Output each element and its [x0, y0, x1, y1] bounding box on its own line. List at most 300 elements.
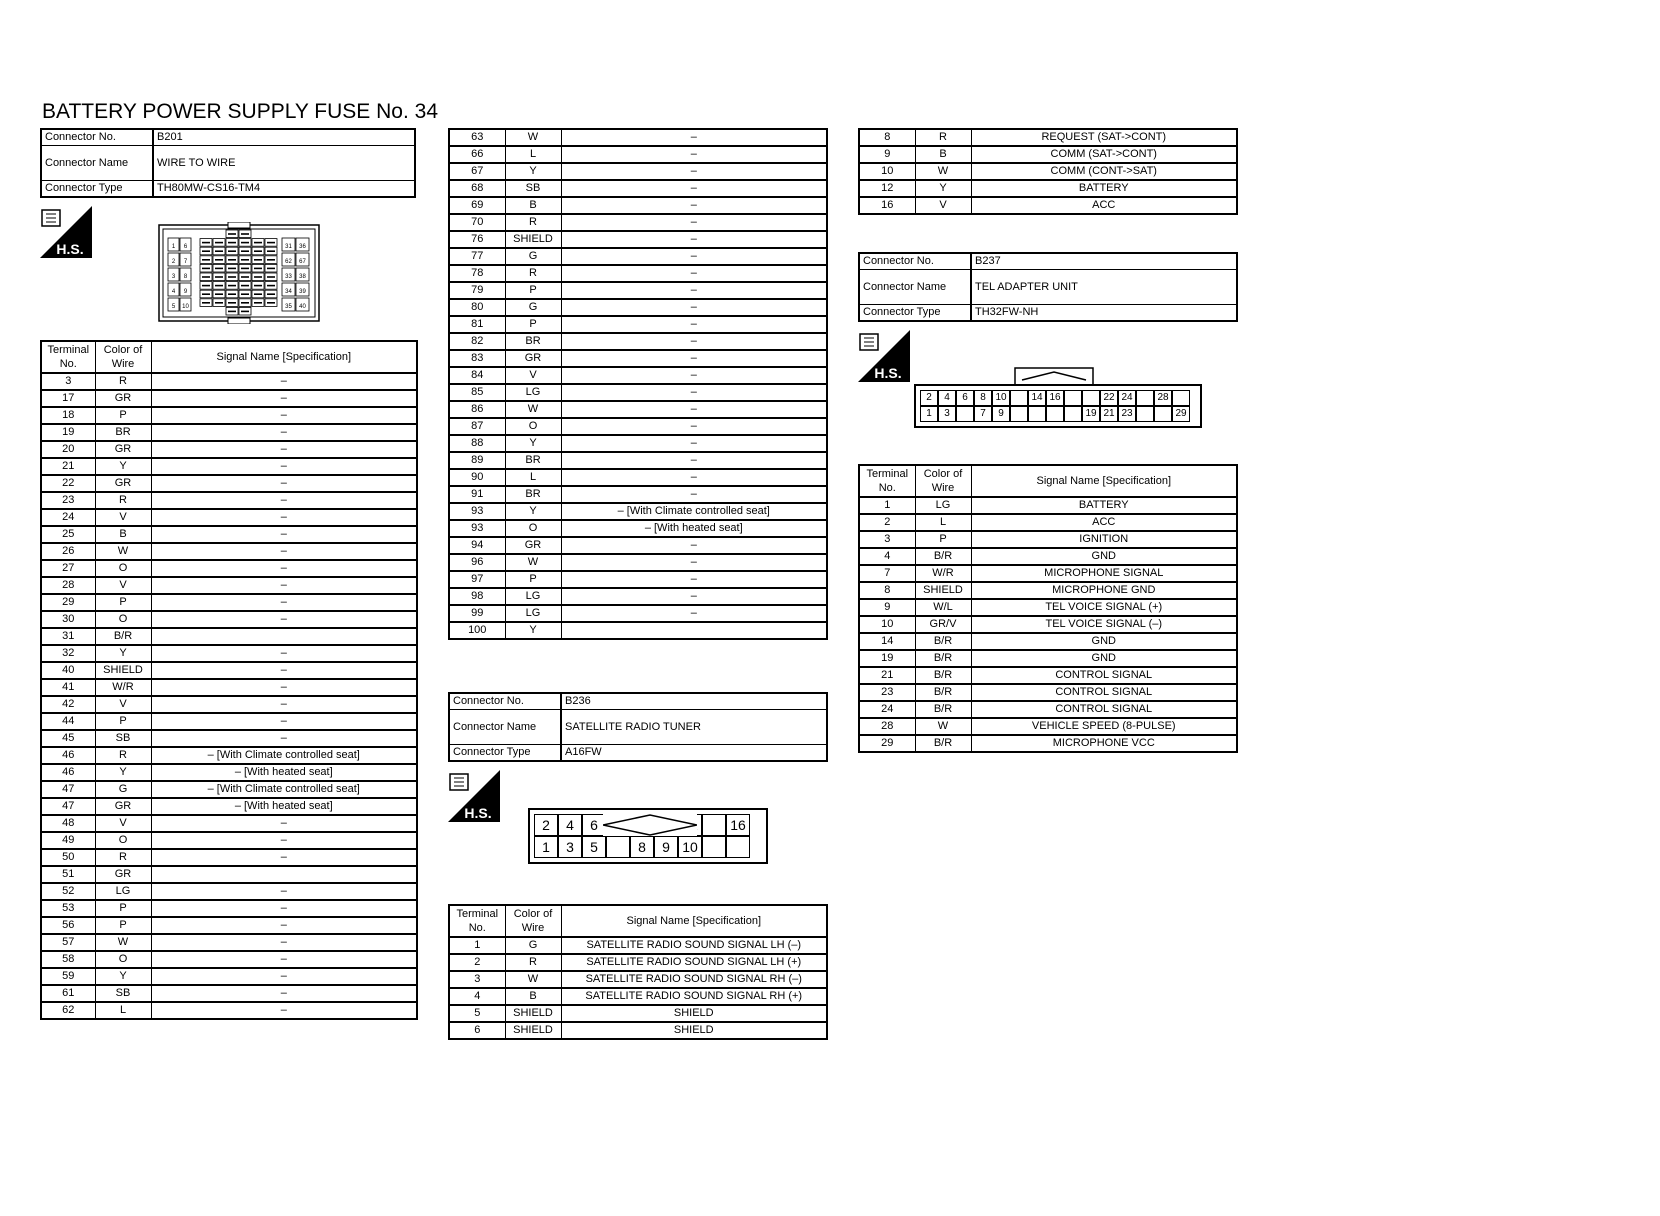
table-row — [449, 316, 827, 333]
table-row — [41, 662, 417, 679]
table-row — [449, 571, 827, 588]
table-row — [859, 565, 1237, 582]
wire-color-cell: SB — [95, 730, 151, 747]
terminal-no-cell: 88 — [449, 435, 505, 452]
connector-type-value: TH80MW-CS16-TM4 — [153, 181, 415, 198]
terminal-no-cell: 2 — [859, 514, 915, 531]
table-row — [41, 747, 417, 764]
connector-pin — [1154, 406, 1172, 422]
signal-name-cell: – — [151, 611, 417, 628]
signal-name-cell: – — [561, 571, 827, 588]
hs-connector-icon — [448, 770, 500, 822]
table-row — [859, 514, 1237, 531]
wire-color-cell: V — [915, 197, 971, 214]
table-row — [859, 548, 1237, 565]
wire-color-cell: GR — [95, 798, 151, 815]
signal-name-cell: – — [151, 390, 417, 407]
connector-pin: 21 — [1100, 406, 1118, 422]
wire-color-cell: B/R — [915, 650, 971, 667]
terminal-no-cell: 48 — [41, 815, 95, 832]
signal-name-cell: CONTROL SIGNAL — [971, 684, 1237, 701]
b236-connector-face — [528, 808, 768, 864]
wire-color-cell: R — [505, 265, 561, 282]
terminal-no-cell: 26 — [41, 543, 95, 560]
table-row — [449, 435, 827, 452]
connector-name-label: Connector Name — [449, 710, 561, 745]
wire-color-cell: W — [915, 163, 971, 180]
terminal-no-header: Terminal No. — [859, 465, 915, 497]
signal-name-cell: – — [561, 554, 827, 571]
terminal-no-cell: 97 — [449, 571, 505, 588]
wire-color-cell: SB — [95, 985, 151, 1002]
terminal-no-cell: 20 — [41, 441, 95, 458]
wire-color-cell: B/R — [915, 701, 971, 718]
wire-color-cell: P — [95, 917, 151, 934]
wire-color-cell: W — [505, 971, 561, 988]
table-row — [859, 497, 1237, 514]
wire-color-cell: B/R — [915, 633, 971, 650]
hs-connector-icon — [858, 330, 910, 382]
connector-no-value: B236 — [561, 693, 827, 710]
wire-color-cell: BR — [505, 333, 561, 350]
table-row — [449, 954, 827, 971]
wire-color-cell: P — [95, 713, 151, 730]
wire-color-cell: P — [505, 571, 561, 588]
table-row — [41, 407, 417, 424]
signal-name-cell: – — [151, 883, 417, 900]
terminal-no-cell: 79 — [449, 282, 505, 299]
table-row — [41, 560, 417, 577]
signal-name-cell: SATELLITE RADIO SOUND SIGNAL LH (–) — [561, 937, 827, 954]
terminal-no-cell: 100 — [449, 622, 505, 639]
connector-pin: 4 — [938, 390, 956, 406]
signal-name-cell: – — [151, 543, 417, 560]
connector-no-value: B201 — [153, 129, 415, 146]
wire-color-cell: O — [95, 611, 151, 628]
terminal-no-cell: 8 — [859, 582, 915, 599]
connector-name-label: Connector Name — [41, 146, 153, 181]
wire-color-cell: SHIELD — [505, 231, 561, 248]
connector-pin — [1010, 390, 1028, 406]
terminal-no-cell: 50 — [41, 849, 95, 866]
terminal-no-cell: 24 — [41, 509, 95, 526]
wire-color-cell: G — [505, 937, 561, 954]
wire-color-cell: L — [505, 469, 561, 486]
signal-name-cell: – — [151, 458, 417, 475]
connector-pin-label: 31 — [285, 244, 292, 250]
signal-name-cell: – — [561, 316, 827, 333]
terminal-no-cell: 14 — [859, 633, 915, 650]
table-row — [41, 424, 417, 441]
signal-name-cell: CONTROL SIGNAL — [971, 701, 1237, 718]
table-row — [449, 554, 827, 571]
table-row — [859, 633, 1237, 650]
terminal-no-cell: 3 — [41, 373, 95, 390]
terminal-no-cell: 51 — [41, 866, 95, 883]
connector-name-value: WIRE TO WIRE — [153, 146, 415, 181]
table-row — [41, 543, 417, 560]
table-row — [449, 622, 827, 639]
signal-name-cell: SATELLITE RADIO SOUND SIGNAL LH (+) — [561, 954, 827, 971]
table-row — [449, 537, 827, 554]
wire-color-cell: LG — [95, 883, 151, 900]
table-row — [41, 815, 417, 832]
connector-pin: 14 — [1028, 390, 1046, 406]
wire-color-cell: O — [505, 520, 561, 537]
connector-no-label: Connector No. — [449, 693, 561, 710]
table-row — [449, 197, 827, 214]
signal-name-cell: REQUEST (SAT->CONT) — [971, 129, 1237, 146]
signal-name-cell: IGNITION — [971, 531, 1237, 548]
terminal-no-cell: 98 — [449, 588, 505, 605]
wire-color-cell: R — [95, 849, 151, 866]
table-row — [449, 333, 827, 350]
wire-color-cell: LG — [505, 384, 561, 401]
connector-pin: 16 — [726, 814, 750, 836]
connector-pin — [1028, 406, 1046, 422]
terminal-no-cell: 85 — [449, 384, 505, 401]
table-row — [859, 616, 1237, 633]
table-row — [449, 520, 827, 537]
signal-name-cell: GND — [971, 633, 1237, 650]
connector-pin: 10 — [992, 390, 1010, 406]
wire-color-cell: Y — [505, 435, 561, 452]
terminal-no-cell: 49 — [41, 832, 95, 849]
table-row — [41, 798, 417, 815]
signal-name-cell: – — [151, 696, 417, 713]
table-row — [41, 475, 417, 492]
table-row — [41, 951, 417, 968]
connector-pin: 24 — [1118, 390, 1136, 406]
signal-name-cell: – — [151, 679, 417, 696]
wire-color-cell: Y — [95, 645, 151, 662]
connector-pin-label: 1 — [171, 244, 176, 250]
wire-color-cell: Y — [915, 180, 971, 197]
terminal-no-cell: 40 — [41, 662, 95, 679]
connector-pin: 1 — [920, 406, 938, 422]
connector-pin: 1 — [534, 836, 558, 858]
terminal-no-cell: 25 — [41, 526, 95, 543]
connector-pin: 6 — [582, 814, 606, 836]
wire-color-cell: BR — [95, 424, 151, 441]
wire-color-cell: GR — [505, 537, 561, 554]
signal-name-cell: – — [561, 231, 827, 248]
wire-color-cell: Y — [505, 163, 561, 180]
signal-name-header: Signal Name [Specification] — [561, 905, 827, 937]
wire-color-cell: L — [505, 146, 561, 163]
b236-terminal-table — [448, 904, 828, 1040]
connector-pin-label: 8 — [183, 274, 188, 280]
wire-color-cell: W — [95, 934, 151, 951]
terminal-no-cell: 5 — [449, 1005, 505, 1022]
b237-connector-latch — [1014, 366, 1094, 386]
signal-name-cell: – [With Climate controlled seat] — [151, 747, 417, 764]
table-row — [449, 146, 827, 163]
terminal-no-cell: 12 — [859, 180, 915, 197]
signal-name-cell: GND — [971, 650, 1237, 667]
wire-color-cell: R — [95, 373, 151, 390]
connector-pin-label: 10 — [182, 304, 189, 310]
table-row — [41, 764, 417, 781]
table-row — [41, 934, 417, 951]
wire-color-cell: GR/V — [915, 616, 971, 633]
wire-color-cell: B/R — [915, 684, 971, 701]
signal-name-cell: TEL VOICE SIGNAL (+) — [971, 599, 1237, 616]
connector-pin: 2 — [534, 814, 558, 836]
connector-pin-label: 4 — [171, 289, 176, 295]
wire-color-cell: W — [505, 554, 561, 571]
b201-terminal-table-continued — [448, 128, 828, 640]
table-row — [859, 180, 1237, 197]
connector-pin-label: 3 — [171, 274, 176, 280]
signal-name-header: Signal Name [Specification] — [971, 465, 1237, 497]
b236-info-table — [448, 692, 828, 762]
page-title: BATTERY POWER SUPPLY FUSE No. 34 — [42, 100, 439, 123]
table-row — [41, 696, 417, 713]
wire-color-cell: W — [505, 129, 561, 146]
terminal-no-cell: 67 — [449, 163, 505, 180]
wire-color-cell: P — [505, 316, 561, 333]
wire-color-cell: O — [95, 951, 151, 968]
wire-color-cell: GR — [95, 866, 151, 883]
terminal-no-cell: 78 — [449, 265, 505, 282]
signal-name-cell: – — [151, 917, 417, 934]
table-row — [859, 197, 1237, 214]
table-row — [449, 469, 827, 486]
wire-color-cell: SHIELD — [95, 662, 151, 679]
terminal-no-cell: 93 — [449, 520, 505, 537]
signal-name-cell: – [With heated seat] — [151, 798, 417, 815]
b237-connector-face — [914, 384, 1202, 428]
terminal-no-cell: 99 — [449, 605, 505, 622]
terminal-no-cell: 80 — [449, 299, 505, 316]
connector-pin — [1064, 406, 1082, 422]
signal-name-cell: – — [151, 985, 417, 1002]
terminal-no-cell: 7 — [859, 565, 915, 582]
signal-name-cell: – — [151, 475, 417, 492]
wire-color-cell: W/R — [95, 679, 151, 696]
signal-name-cell: COMM (CONT->SAT) — [971, 163, 1237, 180]
terminal-no-cell: 21 — [859, 667, 915, 684]
terminal-no-cell: 23 — [859, 684, 915, 701]
wire-color-cell: W/R — [915, 565, 971, 582]
table-row — [859, 582, 1237, 599]
signal-name-cell: – — [151, 849, 417, 866]
color-of-wire-header: Color of Wire — [95, 341, 151, 373]
terminal-no-cell: 81 — [449, 316, 505, 333]
table-row — [41, 730, 417, 747]
terminal-no-cell: 10 — [859, 616, 915, 633]
table-row — [449, 384, 827, 401]
signal-name-cell: – [With heated seat] — [561, 520, 827, 537]
table-row — [859, 146, 1237, 163]
connector-pin — [1136, 406, 1154, 422]
table-row — [41, 645, 417, 662]
signal-name-cell: GND — [971, 548, 1237, 565]
signal-name-cell: – — [561, 605, 827, 622]
terminal-no-cell: 41 — [41, 679, 95, 696]
signal-name-cell: – — [151, 968, 417, 985]
signal-name-cell: – — [151, 509, 417, 526]
connector-pin: 22 — [1100, 390, 1118, 406]
connector-pin-label: 9 — [183, 289, 188, 295]
terminal-no-cell: 46 — [41, 764, 95, 781]
signal-name-cell: BATTERY — [971, 180, 1237, 197]
wire-color-cell: Y — [95, 458, 151, 475]
terminal-no-cell: 19 — [859, 650, 915, 667]
wire-color-cell: V — [95, 815, 151, 832]
connector-pin-label: 62 — [285, 259, 292, 265]
terminal-no-cell: 87 — [449, 418, 505, 435]
terminal-no-cell: 29 — [41, 594, 95, 611]
table-row — [859, 735, 1237, 752]
terminal-no-cell: 28 — [859, 718, 915, 735]
wire-color-cell: L — [915, 514, 971, 531]
signal-name-cell: – — [561, 418, 827, 435]
connector-no-label: Connector No. — [859, 253, 971, 270]
terminal-no-cell: 27 — [41, 560, 95, 577]
signal-name-cell: – — [151, 441, 417, 458]
color-of-wire-header: Color of Wire — [915, 465, 971, 497]
b236-terminal-table-continued — [858, 128, 1238, 215]
table-row — [859, 163, 1237, 180]
terminal-no-cell: 47 — [41, 781, 95, 798]
connector-pin — [1136, 390, 1154, 406]
signal-name-cell: – — [151, 526, 417, 543]
terminal-no-cell: 56 — [41, 917, 95, 934]
connector-pin: 19 — [1082, 406, 1100, 422]
wire-color-cell: P — [915, 531, 971, 548]
wire-color-cell: R — [505, 214, 561, 231]
signal-name-cell: SHIELD — [561, 1005, 827, 1022]
signal-name-cell: – — [151, 492, 417, 509]
terminal-no-cell: 46 — [41, 747, 95, 764]
connector-pin-label: 6 — [183, 244, 188, 250]
wire-color-cell: B — [915, 146, 971, 163]
connector-pin — [956, 406, 974, 422]
wire-color-cell: LG — [915, 497, 971, 514]
connector-pin — [702, 814, 726, 836]
table-row — [41, 458, 417, 475]
connector-pin: 10 — [678, 836, 702, 858]
wire-color-cell: R — [95, 747, 151, 764]
signal-name-cell: – — [561, 435, 827, 452]
connector-pin: 7 — [974, 406, 992, 422]
terminal-no-cell: 9 — [859, 599, 915, 616]
wire-color-cell: BR — [505, 452, 561, 469]
connector-pin: 2 — [920, 390, 938, 406]
signal-name-cell: – — [151, 577, 417, 594]
wire-color-cell: Y — [505, 622, 561, 639]
signal-name-cell: – — [561, 265, 827, 282]
b237-info-table — [858, 252, 1238, 322]
terminal-no-cell: 29 — [859, 735, 915, 752]
connector-name-value: TEL ADAPTER UNIT — [971, 270, 1237, 305]
connector-pin-label: 7 — [183, 259, 188, 265]
table-row — [41, 900, 417, 917]
table-row — [449, 350, 827, 367]
connector-no-label: Connector No. — [41, 129, 153, 146]
connector-type-label: Connector Type — [41, 181, 153, 198]
connector-pin-label: 67 — [299, 259, 306, 265]
wire-color-cell: GR — [95, 441, 151, 458]
terminal-no-cell: 66 — [449, 146, 505, 163]
terminal-no-cell: 68 — [449, 180, 505, 197]
signal-name-cell: SATELLITE RADIO SOUND SIGNAL RH (+) — [561, 988, 827, 1005]
wire-color-cell: B — [505, 197, 561, 214]
connector-pin — [1010, 406, 1028, 422]
signal-name-cell: – — [151, 560, 417, 577]
table-row — [859, 599, 1237, 616]
signal-name-cell: – — [151, 373, 417, 390]
table-row — [449, 401, 827, 418]
wire-color-cell: LG — [505, 605, 561, 622]
table-row — [41, 577, 417, 594]
signal-name-cell: – — [151, 815, 417, 832]
signal-name-cell: – — [561, 401, 827, 418]
terminal-no-cell: 9 — [859, 146, 915, 163]
table-row — [41, 866, 417, 883]
b201-info-table — [40, 128, 416, 198]
terminal-no-cell: 58 — [41, 951, 95, 968]
connector-pin: 9 — [654, 836, 678, 858]
wire-color-cell: W/L — [915, 599, 971, 616]
signal-name-cell: – — [561, 469, 827, 486]
wire-color-cell: G — [505, 299, 561, 316]
wire-color-cell: P — [95, 594, 151, 611]
table-row — [41, 968, 417, 985]
signal-name-cell: – — [561, 180, 827, 197]
signal-name-cell: – — [151, 645, 417, 662]
table-row — [449, 486, 827, 503]
signal-name-cell: – — [561, 299, 827, 316]
table-row — [859, 684, 1237, 701]
terminal-no-cell: 89 — [449, 452, 505, 469]
connector-name-value: SATELLITE RADIO TUNER — [561, 710, 827, 745]
table-row — [41, 883, 417, 900]
wire-color-cell: V — [95, 577, 151, 594]
terminal-no-cell: 1 — [859, 497, 915, 514]
connector-pin — [1172, 390, 1190, 406]
wire-color-cell: G — [505, 248, 561, 265]
table-row — [449, 971, 827, 988]
wire-color-cell: B/R — [915, 548, 971, 565]
terminal-no-cell: 94 — [449, 537, 505, 554]
connector-pin-label: 5 — [171, 304, 176, 310]
table-row — [449, 299, 827, 316]
table-row — [41, 985, 417, 1002]
connector-type-label: Connector Type — [449, 745, 561, 762]
connector-pin: 8 — [630, 836, 654, 858]
connector-pin — [702, 836, 726, 858]
terminal-no-cell: 62 — [41, 1002, 95, 1019]
table-row — [41, 679, 417, 696]
wire-color-cell: R — [505, 954, 561, 971]
connector-pin-label: 40 — [299, 304, 306, 310]
connector-pin: 16 — [1046, 390, 1064, 406]
signal-name-cell: – — [151, 730, 417, 747]
signal-name-cell: – — [151, 713, 417, 730]
signal-name-cell: CONTROL SIGNAL — [971, 667, 1237, 684]
signal-name-cell: – — [561, 197, 827, 214]
table-row — [449, 129, 827, 146]
terminal-no-cell: 6 — [449, 1022, 505, 1039]
signal-name-cell: – — [561, 146, 827, 163]
table-row — [41, 781, 417, 798]
terminal-no-cell: 22 — [41, 475, 95, 492]
terminal-no-cell: 2 — [449, 954, 505, 971]
terminal-no-cell: 24 — [859, 701, 915, 718]
